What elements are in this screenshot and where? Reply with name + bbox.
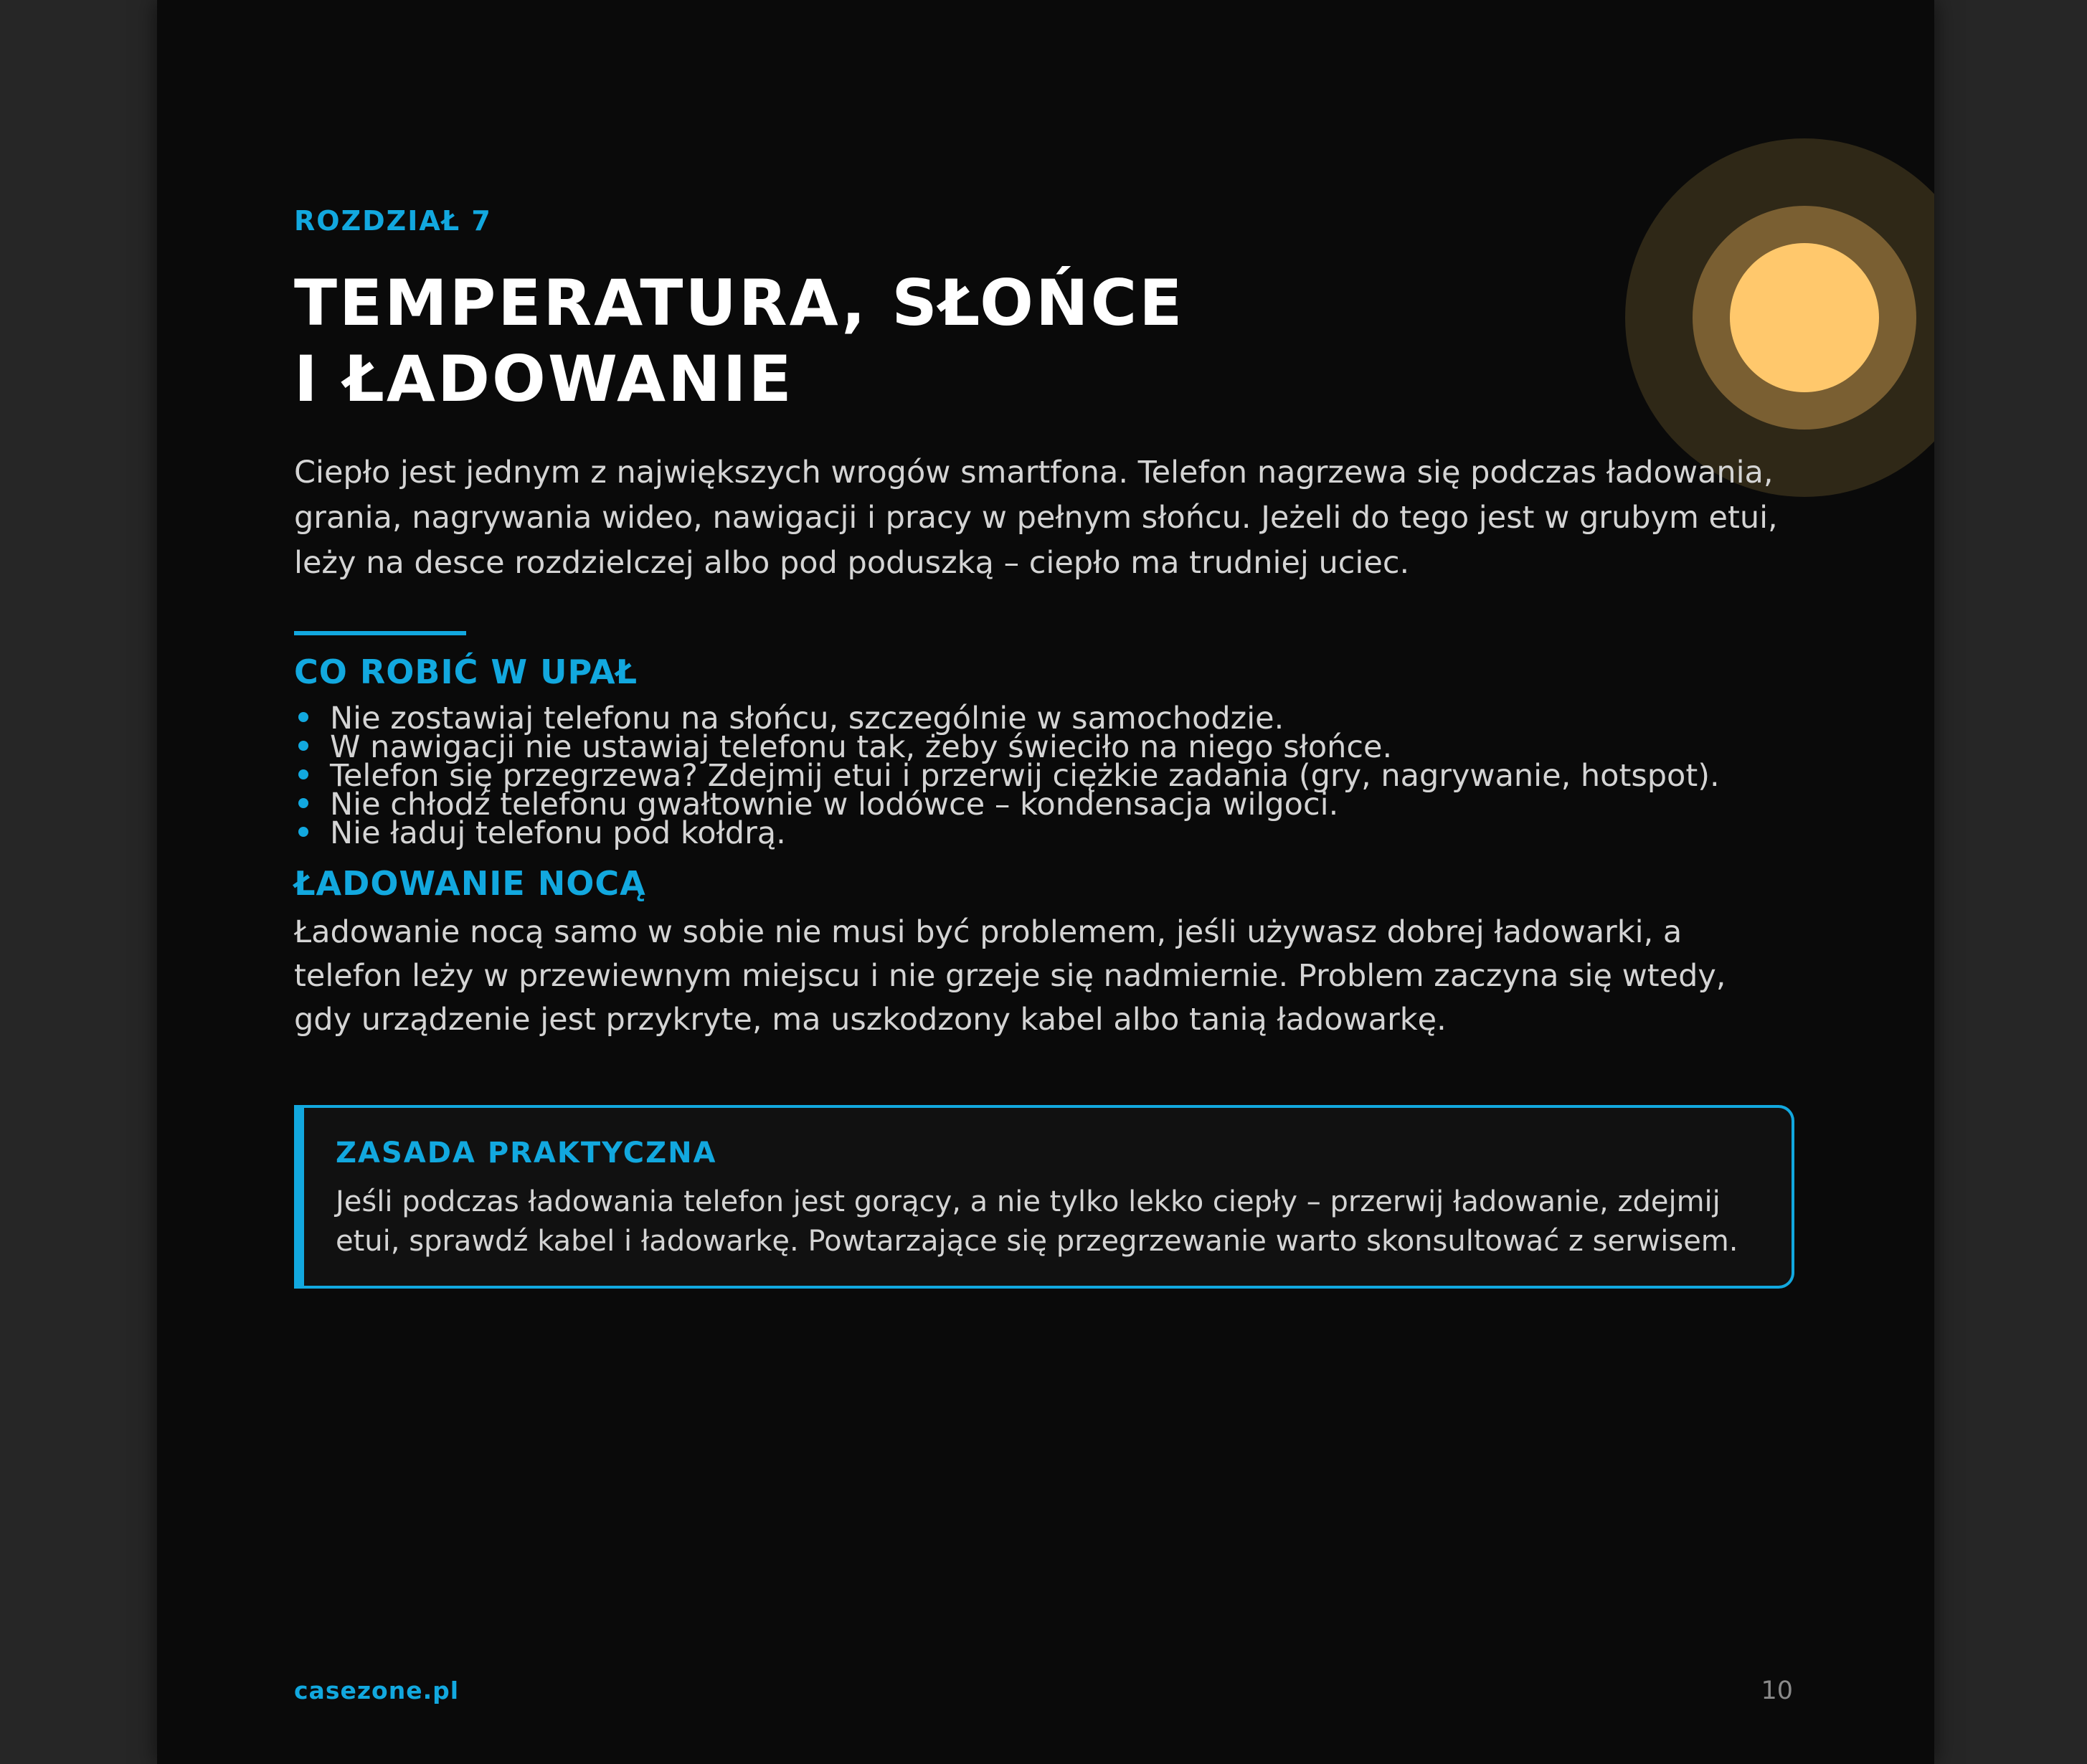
sun-glow <box>1693 206 1916 430</box>
intro-paragraph: Ciepło jest jednym z największych wrogów smartfona. Telefon nagrzewa się podczas ładowania, grania, nagrywania wideo, nawigacji i pracy w pełnym słońcu. Jeżeli do tego jest w grubym etui, leży na desce rozdzielczej albo pod poduszką – ciepło ma trudniej uciec. <box>294 455 1778 581</box>
heat-section-heading: CO ROBIĆ W UPAŁ <box>294 653 638 691</box>
list-item-text: Telefon się przegrzewa? Zdejmij etui i przerwij ciężkie zadania (gry, nagrywanie, hotspot). <box>330 758 1720 794</box>
bullet-icon <box>298 827 308 837</box>
night-charging-paragraph: Ładowanie nocą samo w sobie nie musi być problemem, jeśli używasz dobrej ładowarki, a telefon leży w przewiewnym miejscu i nie grzeje się nadmiernie. Problem zaczyna się wtedy, gdy urządzenie jest przykryte, ma uszkodzony kabel albo tanią ładowarkę. <box>294 914 1726 1038</box>
list-item-text: Nie chłodź telefonu gwałtownie w lodówce – kondensacja wilgoci. <box>330 787 1339 822</box>
list-item <box>294 729 1836 765</box>
bullet-icon <box>298 798 308 808</box>
list-item <box>294 758 1836 794</box>
callout-text: Jeśli podczas ładowania telefon jest gorący, a nie tylko lekko ciepły – przerwij ładowanie, zdejmij etui, sprawdź kabel i ładowarkę. Powtarzające się przegrzewanie warto skonsultować z serwisem. <box>336 1185 1738 1258</box>
section-divider <box>294 631 466 635</box>
list-item-text: Nie zostawiaj telefonu na słońcu, szczególnie w samochodzie. <box>330 701 1284 736</box>
bullet-icon <box>298 741 308 751</box>
title-line-2: I ŁADOWANIE <box>294 342 794 416</box>
footer-site-name: casezone.pl <box>294 1677 460 1704</box>
bullet-icon <box>298 769 308 779</box>
document-page <box>157 0 1934 1764</box>
page-title <box>294 265 1184 417</box>
bullet-icon <box>298 712 308 722</box>
list-item <box>294 787 1836 822</box>
list-item <box>294 701 1836 736</box>
chapter-label: ROZDZIAŁ 7 <box>294 205 492 237</box>
sun-icon <box>1625 138 1934 497</box>
list-item-text: Nie ładuj telefonu pod kołdrą. <box>330 815 786 851</box>
list-item-text: W nawigacji nie ustawiaj telefonu tak, żeby świeciło na niego słońce. <box>330 729 1393 765</box>
practical-rule-callout <box>294 1105 1794 1289</box>
night-section-heading: ŁADOWANIE NOCĄ <box>294 864 646 903</box>
heat-tips-list <box>294 701 1836 851</box>
sun-core <box>1730 243 1879 392</box>
callout-label: ZASADA PRAKTYCZNA <box>336 1137 717 1170</box>
title-line-1: TEMPERATURA, SŁOŃCE <box>294 266 1185 340</box>
page-number: 10 <box>1761 1677 1793 1705</box>
list-item <box>294 815 1836 851</box>
